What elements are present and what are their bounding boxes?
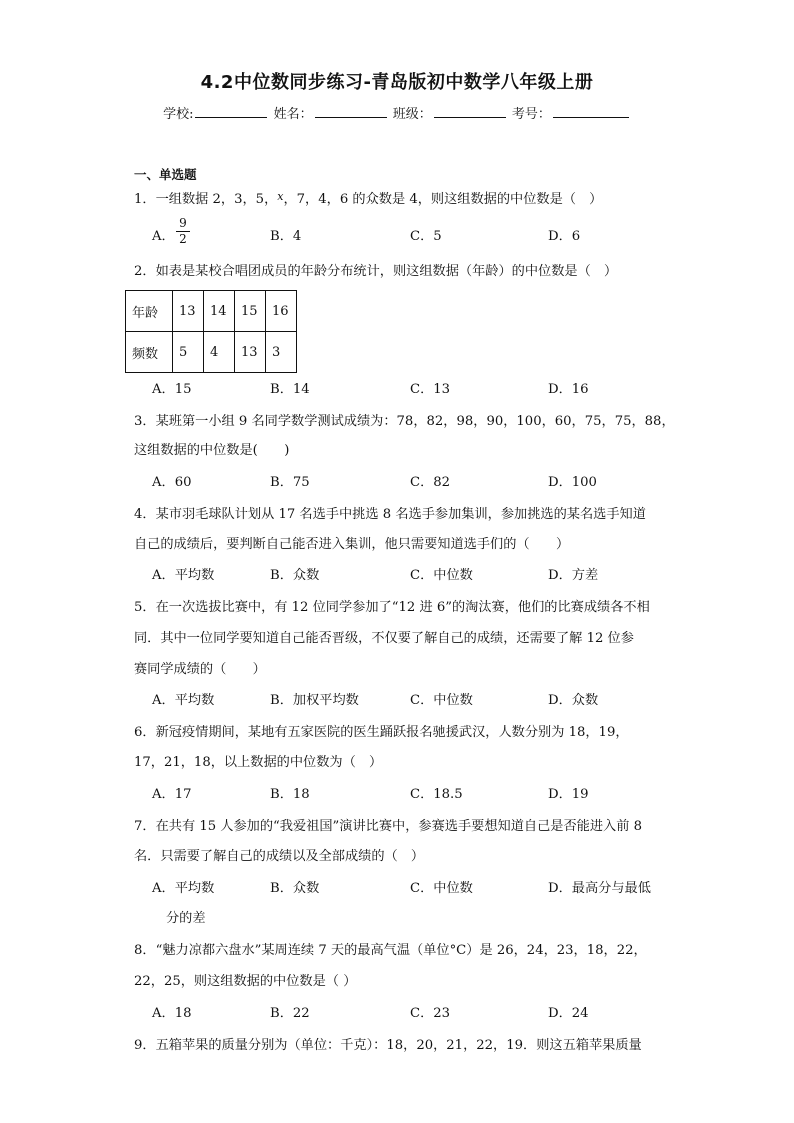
table-cell: 13 — [173, 291, 204, 332]
exam-number-blank[interactable] — [553, 105, 629, 118]
q1-option-d[interactable]: D．6 — [548, 229, 581, 244]
q2-option-c[interactable]: C．13 — [410, 382, 451, 397]
q7-option-d-continued: 分的差 — [166, 911, 206, 926]
section-heading: 一、单选题 — [134, 167, 197, 182]
table-cell: 14 — [204, 291, 235, 332]
question-1-text-2: ，7，4，6 的众数是 4，则这组数据的中位数是（ ） — [283, 192, 603, 207]
question-5-line-3: 赛同学成绩的（ ） — [134, 662, 266, 677]
q5-option-d[interactable]: D．众数 — [548, 693, 599, 708]
q1-option-a-fraction[interactable] — [176, 217, 190, 246]
q1-option-c[interactable]: C．5 — [410, 229, 442, 244]
table-cell: 年龄 — [126, 291, 173, 332]
q8-option-c[interactable]: C．23 — [410, 1006, 451, 1021]
question-1 — [134, 191, 602, 209]
question-1-variable: x — [277, 190, 284, 203]
question-6-line-1: 6．新冠疫情期间，某地有五家医院的医生踊跃报名驰援武汉，人数分别为 18，19， — [134, 725, 629, 740]
q7-option-d[interactable]: D．最高分与最低 — [548, 881, 651, 896]
question-3-line-1: 3．某班第一小组 9 名同学数学测试成绩为：78，82，98，90，100，60，75，75，88， — [134, 414, 675, 429]
q4-option-c[interactable]: C．中位数 — [410, 568, 473, 583]
question-1-text: 1．一组数据 2，3，5， — [134, 192, 278, 207]
question-8-line-1: 8．“魅力凉都六盘水”某周连续 7 天的最高气温（单位°C）是 26，24，23，18，22， — [134, 943, 647, 958]
student-info-row — [0, 103, 794, 122]
table-cell: 3 — [266, 332, 297, 373]
question-4-line-2: 自己的成绩后，要判断自己能否进入集训，他只需要知道选手们的（ ） — [134, 537, 570, 552]
question-6-line-2: 17，21，18，以上数据的中位数为（ ） — [134, 755, 383, 770]
q2-option-d[interactable]: D．16 — [548, 382, 589, 397]
q5-option-c[interactable]: C．中位数 — [410, 693, 473, 708]
class-blank[interactable] — [434, 105, 506, 118]
table-cell: 15 — [235, 291, 266, 332]
class-label: 班级： — [392, 107, 432, 122]
question-5-line-2: 同．其中一位同学要知道自己能否晋级，不仅要了解自己的成绩，还需要了解 12 位参 — [134, 631, 634, 646]
fraction-numerator: 9 — [179, 216, 187, 230]
q7-option-b[interactable]: B．众数 — [270, 881, 320, 896]
q2-option-a[interactable]: A．15 — [152, 382, 192, 397]
age-frequency-table — [125, 290, 297, 373]
q6-option-b[interactable]: B．18 — [270, 787, 310, 802]
question-4-line-1: 4．某市羽毛球队计划从 17 名选手中挑选 8 名选手参加集训，参加挑选的某名选手知道 — [134, 507, 646, 522]
q5-option-b[interactable]: B．加权平均数 — [270, 693, 359, 708]
name-blank[interactable] — [315, 105, 387, 118]
q4-option-d[interactable]: D．方差 — [548, 568, 599, 583]
page-title: 4.2中位数同步练习-青岛版初中数学八年级上册 — [200, 72, 594, 93]
q3-option-c[interactable]: C．82 — [410, 475, 451, 490]
school-label: 学校: — [163, 107, 194, 122]
table-cell: 5 — [173, 332, 204, 373]
q6-option-d[interactable]: D．19 — [548, 787, 589, 802]
exam-number-label: 考号： — [511, 107, 551, 122]
q7-option-a[interactable]: A．平均数 — [152, 881, 215, 896]
q7-option-c[interactable]: C．中位数 — [410, 881, 473, 896]
name-label: 姓名： — [273, 107, 313, 122]
q4-option-a[interactable]: A．平均数 — [152, 568, 215, 583]
q6-option-c[interactable]: C．18.5 — [410, 787, 463, 802]
question-2: 2．如表是某校合唱团成员的年龄分布统计，则这组数据（年龄）的中位数是（ ） — [134, 264, 618, 279]
table-row — [126, 291, 297, 332]
table-cell: 频数 — [126, 332, 173, 373]
q4-option-b[interactable]: B．众数 — [270, 568, 320, 583]
table-cell: 13 — [235, 332, 266, 373]
question-8-line-2: 22，25，则这组数据的中位数是（ ） — [134, 974, 357, 989]
q1-option-b[interactable]: B．4 — [270, 229, 302, 244]
question-9-line-1: 9．五箱苹果的质量分别为（单位：千克）：18，20，21，22，19．则这五箱苹果质量 — [134, 1038, 642, 1053]
table-cell: 4 — [204, 332, 235, 373]
table-row — [126, 332, 297, 373]
q1-option-a-label[interactable]: A． — [152, 229, 175, 244]
q5-option-a[interactable]: A．平均数 — [152, 693, 215, 708]
question-7-line-1: 7．在共有 15 人参加的“我爱祖国”演讲比赛中，参赛选手要想知道自己是否能进入前 8 — [134, 819, 642, 834]
question-7-line-2: 名．只需要了解自己的成绩以及全部成绩的（ ） — [134, 849, 425, 864]
q6-option-a[interactable]: A．17 — [152, 787, 192, 802]
table-cell: 16 — [266, 291, 297, 332]
q8-option-a[interactable]: A．18 — [152, 1006, 192, 1021]
q3-option-b[interactable]: B．75 — [270, 475, 310, 490]
fraction-denominator: 2 — [179, 232, 187, 246]
school-blank[interactable] — [195, 105, 267, 118]
q3-option-d[interactable]: D．100 — [548, 475, 597, 490]
q3-option-a[interactable]: A．60 — [152, 475, 192, 490]
question-3-line-2: 这组数据的中位数是( ) — [134, 443, 290, 458]
q8-option-b[interactable]: B．22 — [270, 1006, 310, 1021]
q8-option-d[interactable]: D．24 — [548, 1006, 589, 1021]
q2-option-b[interactable]: B．14 — [270, 382, 310, 397]
question-5-line-1: 5．在一次选拔比赛中，有 12 位同学参加了“12 进 6”的淘汰赛，他们的比赛成绩各不相 — [134, 600, 650, 615]
